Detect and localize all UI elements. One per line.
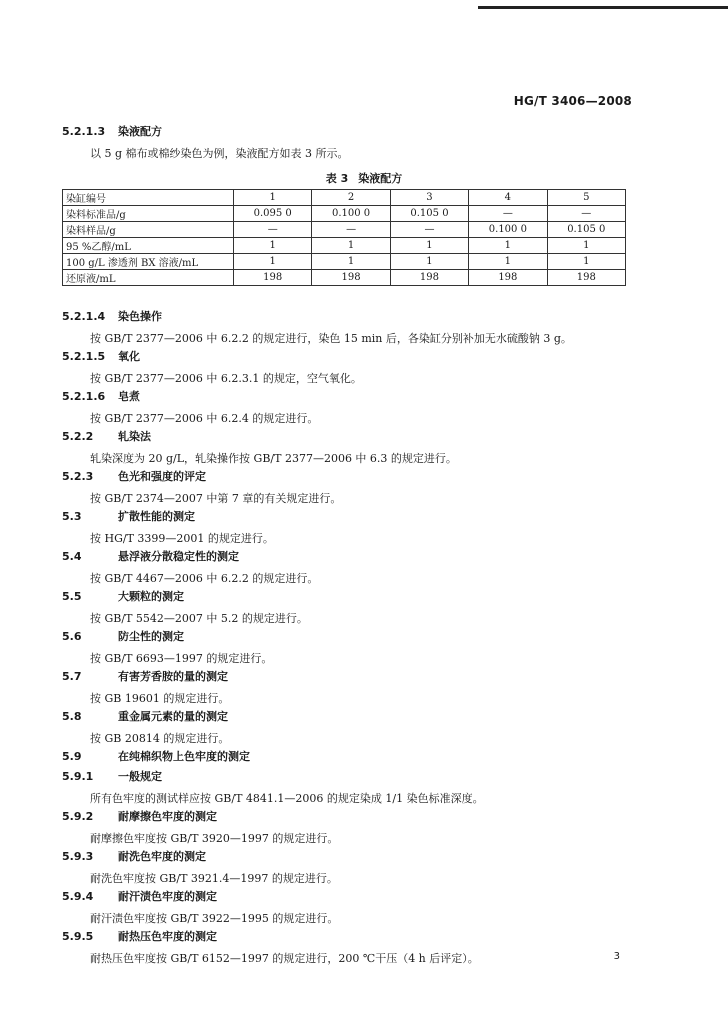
section-title: 悬浮液分散稳定性的测定 — [118, 550, 239, 563]
table-cell: 0.105 0 — [547, 222, 625, 238]
table-cell: 1 — [390, 254, 468, 270]
row-label-cell: 100 g/L 渗透剂 BX 溶液/mL — [63, 254, 234, 270]
section-title: 重金属元素的量的测定 — [118, 710, 228, 723]
section-body: 轧染深度为 20 g/L，轧染操作按 GB/T 2377—2006 中 6.3 的规定进行。 — [90, 452, 457, 465]
section-heading — [62, 123, 162, 139]
table-cell: 5 — [547, 190, 625, 206]
table-cell: 1 — [234, 254, 312, 270]
section-number: 5.2.1.5 — [62, 350, 106, 363]
table-cell: 198 — [469, 270, 547, 286]
table-cell: 1 — [234, 190, 312, 206]
table-cell: — — [234, 222, 312, 238]
top-rule — [478, 6, 728, 9]
section-number: 5.5 — [62, 590, 82, 603]
row-label-cell: 还原液/mL — [63, 270, 234, 286]
table-cell: 198 — [547, 270, 625, 286]
table-cell: 1 — [234, 238, 312, 254]
table-caption-number: 表 3 — [325, 172, 349, 185]
section-number: 5.9.2 — [62, 810, 94, 823]
table-cell: 3 — [390, 190, 468, 206]
section-body: 按 GB/T 5542—2007 中 5.2 的规定进行。 — [90, 612, 308, 625]
section-body: 耐洗色牢度按 GB/T 3921.4—1997 的规定进行。 — [90, 872, 338, 885]
section-title: 扩散性能的测定 — [118, 510, 195, 523]
section-heading — [62, 428, 151, 444]
table-cell: 0.100 0 — [469, 222, 547, 238]
standard-number: HG/T 3406—2008 — [513, 94, 632, 108]
section-title: 耐摩擦色牢度的测定 — [118, 810, 217, 823]
section-body: 按 GB/T 6693—1997 的规定进行。 — [90, 652, 273, 665]
section-body: 耐热压色牢度按 GB/T 6152—1997 的规定进行，200 ℃干压（4 h 后评定）。 — [90, 952, 479, 965]
section-body: 按 GB/T 2377—2006 中 6.2.2 的规定进行，染色 15 min 后，各染缸分别补加无水硫酸钠 3 g。 — [90, 332, 572, 345]
section-number: 5.9.4 — [62, 890, 94, 903]
table-cell: 1 — [312, 238, 390, 254]
section-body: 按 GB 19601 的规定进行。 — [90, 692, 230, 705]
section-title: 轧染法 — [118, 430, 151, 443]
section-number: 5.9.1 — [62, 770, 94, 783]
table-header-row — [63, 190, 626, 206]
section-title: 色光和强度的评定 — [118, 470, 206, 483]
section-number: 5.2.1.6 — [62, 390, 106, 403]
section-number: 5.9.5 — [62, 930, 94, 943]
table-cell: 1 — [312, 254, 390, 270]
table-cell: 1 — [469, 238, 547, 254]
row-label-cell: 染料样品/g — [63, 222, 234, 238]
table-cell: 198 — [312, 270, 390, 286]
section-body: 按 GB/T 2377—2006 中 6.2.3.1 的规定，空气氧化。 — [90, 372, 362, 385]
section-title: 在纯棉织物上色牢度的测定 — [118, 750, 250, 763]
section-heading — [62, 628, 184, 644]
section-title: 一般规定 — [118, 770, 162, 783]
table-cell: 198 — [390, 270, 468, 286]
section-body: 所有色牢度的测试样应按 GB/T 4841.1—2006 的规定染成 1/1 染色标准深度。 — [90, 792, 484, 805]
dye-recipe-table — [62, 189, 626, 286]
page-number: 3 — [613, 951, 620, 962]
section-number: 5.4 — [62, 550, 82, 563]
table-row — [63, 222, 626, 238]
section-heading — [62, 508, 195, 524]
section-body: 按 HG/T 3399—2001 的规定进行。 — [90, 532, 274, 545]
row-label-cell: 95 %乙醇/mL — [63, 238, 234, 254]
table-cell: 0.100 0 — [312, 206, 390, 222]
table-cell: — — [312, 222, 390, 238]
section-number: 5.2.1.3 — [62, 125, 106, 138]
section-body: 以 5 g 棉布或棉纱染色为例，染液配方如表 3 所示。 — [90, 147, 349, 160]
section-title: 耐洗色牢度的测定 — [118, 850, 206, 863]
table-cell: 1 — [547, 238, 625, 254]
table-cell: — — [469, 206, 547, 222]
section-heading — [62, 308, 162, 324]
section-number: 5.2.1.4 — [62, 310, 106, 323]
table-cell: 1 — [469, 254, 547, 270]
section-heading — [62, 888, 217, 904]
section-heading — [62, 588, 184, 604]
section-body: 耐汗渍色牢度按 GB/T 3922—1995 的规定进行。 — [90, 912, 339, 925]
section-number: 5.9.3 — [62, 850, 94, 863]
section-heading — [62, 748, 250, 764]
row-label-cell: 染料标准品/g — [63, 206, 234, 222]
table-cell: — — [390, 222, 468, 238]
table-caption — [0, 170, 728, 186]
section-heading — [62, 548, 239, 564]
table-cell: 0.105 0 — [390, 206, 468, 222]
table-caption-title: 染液配方 — [358, 172, 403, 185]
section-body: 按 GB/T 2377—2006 中 6.2.4 的规定进行。 — [90, 412, 319, 425]
section-body: 耐摩擦色牢度按 GB/T 3920—1997 的规定进行。 — [90, 832, 339, 845]
section-title: 皂煮 — [118, 390, 140, 403]
table-cell: 198 — [234, 270, 312, 286]
section-title: 耐汗渍色牢度的测定 — [118, 890, 217, 903]
section-number: 5.7 — [62, 670, 82, 683]
section-heading — [62, 388, 140, 404]
table-row — [63, 206, 626, 222]
section-title: 有害芳香胺的量的测定 — [118, 670, 228, 683]
section-heading — [62, 928, 217, 944]
section-heading — [62, 348, 140, 364]
section-number: 5.8 — [62, 710, 82, 723]
table-cell: — — [547, 206, 625, 222]
table-cell: 1 — [547, 254, 625, 270]
table-cell: 0.095 0 — [234, 206, 312, 222]
table-cell: 4 — [469, 190, 547, 206]
section-number: 5.2.2 — [62, 430, 94, 443]
section-title: 氧化 — [118, 350, 140, 363]
section-heading — [62, 708, 228, 724]
section-number: 5.2.3 — [62, 470, 94, 483]
table-row — [63, 254, 626, 270]
section-title: 防尘性的测定 — [118, 630, 184, 643]
section-heading — [62, 848, 206, 864]
section-heading — [62, 808, 217, 824]
section-title: 染液配方 — [118, 125, 162, 138]
table-row — [63, 238, 626, 254]
section-body: 按 GB/T 4467—2006 中 6.2.2 的规定进行。 — [90, 572, 319, 585]
table-row — [63, 270, 626, 286]
section-heading — [62, 668, 228, 684]
section-title: 大颗粒的测定 — [118, 590, 184, 603]
section-title: 耐热压色牢度的测定 — [118, 930, 217, 943]
section-number: 5.6 — [62, 630, 82, 643]
section-heading — [62, 468, 206, 484]
section-body: 按 GB/T 2374—2007 中第 7 章的有关规定进行。 — [90, 492, 342, 505]
table-cell: 1 — [390, 238, 468, 254]
section-body: 按 GB 20814 的规定进行。 — [90, 732, 230, 745]
section-heading — [62, 768, 162, 784]
section-number: 5.3 — [62, 510, 82, 523]
table-cell: 2 — [312, 190, 390, 206]
section-title: 染色操作 — [118, 310, 162, 323]
section-number: 5.9 — [62, 750, 82, 763]
row-label-cell: 染缸编号 — [63, 190, 234, 206]
